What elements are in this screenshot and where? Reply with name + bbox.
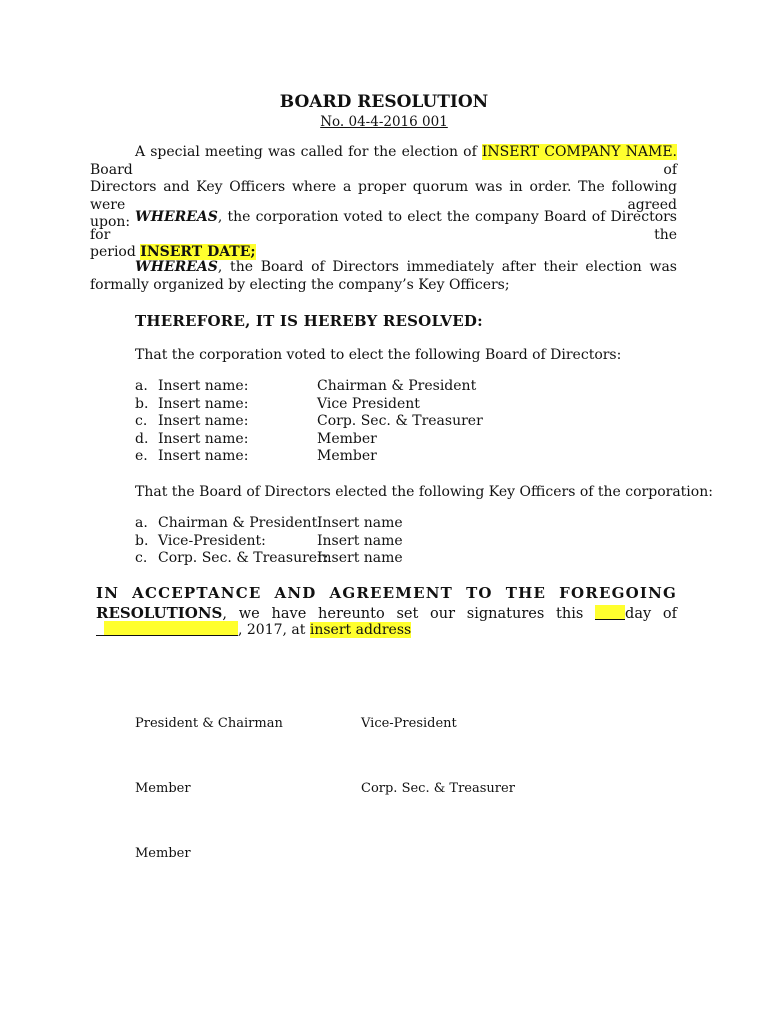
day-blank[interactable]: [595, 605, 625, 620]
address-placeholder: insert address: [309, 622, 412, 638]
date-placeholder: INSERT DATE;: [140, 244, 256, 260]
officer-role: Corp. Sec. & Treasurer:: [158, 550, 329, 567]
month-blank[interactable]: [104, 621, 238, 636]
acceptance-paragraph: [96, 584, 677, 623]
director-name-placeholder: Insert name:: [158, 448, 249, 465]
officers-list: [135, 515, 403, 568]
directors-intro: That the corporation voted to elect the following Board of Directors:: [135, 347, 622, 363]
officers-intro: That the Board of Directors elected the following Key Officers of the corporation:: [135, 484, 713, 500]
officer-item: [135, 515, 403, 533]
director-role: Member: [317, 430, 377, 447]
acceptance-line-3: [96, 621, 411, 638]
officer-role: Vice-President:: [158, 532, 266, 549]
resolution-number: No. 04-4-2016 001: [320, 114, 448, 130]
list-letter: c.: [135, 413, 148, 430]
intro-line-3: upon:: [90, 214, 131, 230]
acceptance-text-3: , 2017, at: [238, 622, 306, 638]
director-name-placeholder: Insert name:: [158, 430, 249, 447]
signature-president-chairman: President & Chairman: [135, 716, 283, 731]
director-role: Chairman & President: [317, 378, 477, 394]
intro-line-2: Directors and Key Officers where a proper quorum was in order. The following were agreed: [90, 179, 677, 213]
acceptance-text-2: day of: [625, 605, 678, 622]
officer-role: Chairman & President:: [158, 515, 322, 531]
director-name-placeholder: Insert name:: [158, 378, 249, 394]
intro-text-1: A special meeting was called for the election of: [135, 144, 477, 160]
signature-corp-sec-treasurer: Corp. Sec. & Treasurer: [361, 781, 515, 796]
month-blank-prefix: [96, 621, 104, 636]
document-title: BOARD RESOLUTION: [279, 92, 489, 112]
company-name-placeholder: INSERT COMPANY NAME.: [481, 144, 677, 160]
list-letter: b.: [135, 395, 149, 412]
whereas2-text-2: formally organized by electing the company’s Key Officers;: [90, 276, 510, 293]
director-item: [135, 396, 483, 414]
director-name-placeholder: Insert name:: [158, 395, 249, 412]
signature-vice-president: Vice-President: [361, 716, 457, 731]
officer-item: [135, 550, 403, 568]
director-name-placeholder: Insert name:: [158, 413, 249, 430]
signature-member-2: Member: [135, 846, 191, 861]
whereas-paragraph-1: [90, 209, 677, 262]
officer-name-placeholder: Insert name: [317, 515, 403, 531]
resolutions-word: RESOLUTIONS: [96, 603, 223, 622]
whereas-keyword: WHEREAS: [135, 259, 218, 275]
directors-list: [135, 378, 483, 466]
resolved-heading: THEREFORE, IT IS HEREBY RESOLVED:: [135, 312, 483, 330]
list-letter: e.: [135, 448, 148, 465]
director-item: [135, 448, 483, 466]
intro-text-2: Board of: [90, 161, 677, 178]
officer-name-placeholder: Insert name: [317, 532, 403, 549]
list-letter: a.: [135, 378, 148, 394]
list-letter: c.: [135, 550, 148, 567]
officer-name-placeholder: Insert name: [317, 550, 403, 567]
acceptance-heading: IN ACCEPTANCE AND AGREEMENT TO THE FOREGOING: [96, 584, 677, 602]
director-role: Member: [317, 448, 377, 465]
acceptance-text-1: , we have hereunto set our signatures this: [222, 605, 584, 622]
list-letter: b.: [135, 532, 149, 549]
director-role: Vice President: [317, 395, 420, 412]
officer-item: [135, 533, 403, 551]
whereas-paragraph-2: [90, 259, 677, 294]
director-item: [135, 378, 483, 396]
director-item: [135, 413, 483, 431]
list-letter: a.: [135, 515, 148, 531]
list-letter: d.: [135, 430, 149, 447]
whereas1-text-2: period: [90, 244, 136, 260]
whereas1-text-1: , the corporation voted to elect the company Board of Directors for the: [90, 209, 677, 243]
whereas2-text-1: , the Board of Directors immediately after their election was: [217, 259, 677, 275]
signature-member-1: Member: [135, 781, 191, 796]
director-role: Corp. Sec. & Treasurer: [317, 413, 483, 430]
director-item: [135, 431, 483, 449]
whereas-keyword: WHEREAS: [135, 209, 218, 225]
